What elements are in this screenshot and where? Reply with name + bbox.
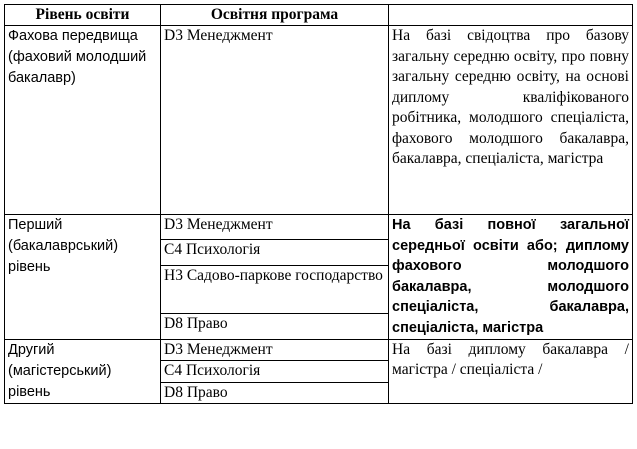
table-row [5,26,633,215]
program-cell: С4 Психологія [161,240,389,265]
education-levels-table [4,4,633,404]
header-level: Рівень освіти [5,5,161,26]
table-row [5,339,633,361]
table-row [5,215,633,240]
program-cell: Н3 Садово-паркове господарство [161,265,389,313]
basis-cell: На базі повної загальної середньої освіти або; диплому фахового молодшого бакалавра, молодшого спеціаліста, бакалавра, спеціаліста, магістра [389,215,633,340]
header-row [5,5,633,26]
program-cell: D3 Менеджмент [161,339,389,361]
program-cell: D3 Менеджмент [161,26,389,215]
basis-cell: На базі свідоцтва про базову загальну середню освіту, про повну загальну середню освіту, на основі диплому кваліфікованого робітника, молодшого спеціаліста, фахового молодшого бакалавра, бакалавра, спеціаліста, магістра [389,26,633,215]
level-cell: Другий (магістерський) рівень [5,339,161,404]
header-basis [389,5,633,26]
basis-cell: На базі диплому бакалавра / магістра / спеціаліста / [389,339,633,404]
level-cell: Перший (бакалаврський) рівень [5,215,161,340]
program-cell: С4 Психологія [161,361,389,383]
program-cell: D8 Право [161,382,389,404]
program-cell: D3 Менеджмент [161,215,389,240]
header-program: Освітня програма [161,5,389,26]
program-cell: D8 Право [161,314,389,339]
level-cell: Фахова передвища (фаховий молодший бакалавр) [5,26,161,215]
